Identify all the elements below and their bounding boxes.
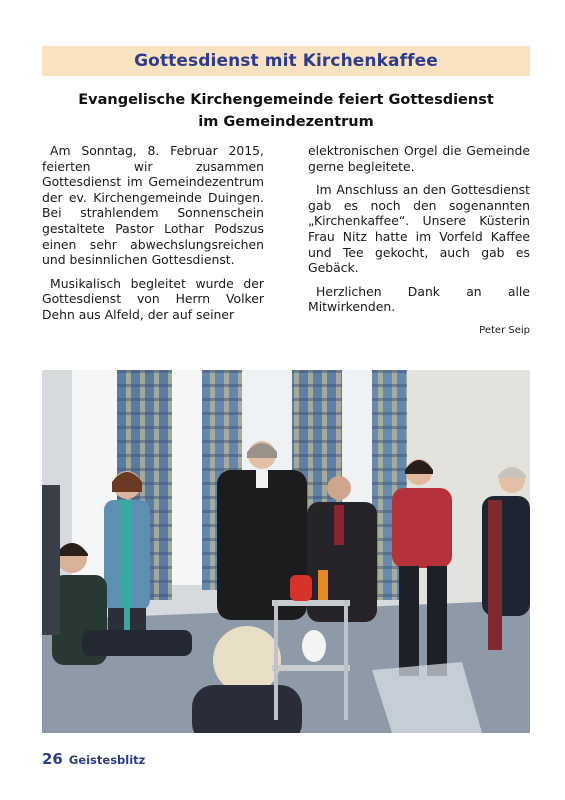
paragraph: Herzlichen Dank an alle Mitwirkenden. xyxy=(308,283,530,315)
title-banner xyxy=(42,46,530,76)
article-title: Gottesdienst mit Kirchenkaffee xyxy=(134,51,438,71)
paragraph: Musikalisch begleitet wurde der Gottesdienst von Herrn Volker Dehn aus Alfeld, der auf seiner xyxy=(42,275,264,322)
subtitle-line-2: im Gemeindezentrum xyxy=(198,114,374,130)
column-left xyxy=(42,143,264,343)
article-body xyxy=(42,143,530,343)
photo-illustration xyxy=(42,370,530,733)
article-subtitle xyxy=(42,89,530,133)
paragraph: elektronischen Orgel die Gemeinde gerne begleitete. xyxy=(308,143,530,174)
event-photo xyxy=(42,370,530,733)
paragraph: Im Anschluss an den Gottesdienst gab es noch den sogenannten „Kirchenkaffee“. Unsere Küsterin Frau Nitz hatte im Vorfeld Kaffee und Tee gekocht, auch gab es Gebäck. xyxy=(308,182,530,276)
page-number: 26 xyxy=(42,750,63,768)
author-name: Peter Seip xyxy=(479,324,530,336)
magazine-name: Geistesblitz xyxy=(68,753,146,767)
subtitle-line-1: Evangelische Kirchengemeinde feiert Gottesdienst xyxy=(78,92,494,108)
column-right xyxy=(308,143,530,343)
paragraph: Am Sonntag, 8. Februar 2015, feierten wir zusammen Gottesdienst im Gemeindezentrum der ev. Kirchengemeinde Duingen. Bei strahlendem Sonnenschein gestaltete Pastor Lothar Podszus einen sehr abwechslungsreichen und besinnlichen Gottesdienst. xyxy=(42,143,264,268)
page-footer xyxy=(42,750,145,768)
